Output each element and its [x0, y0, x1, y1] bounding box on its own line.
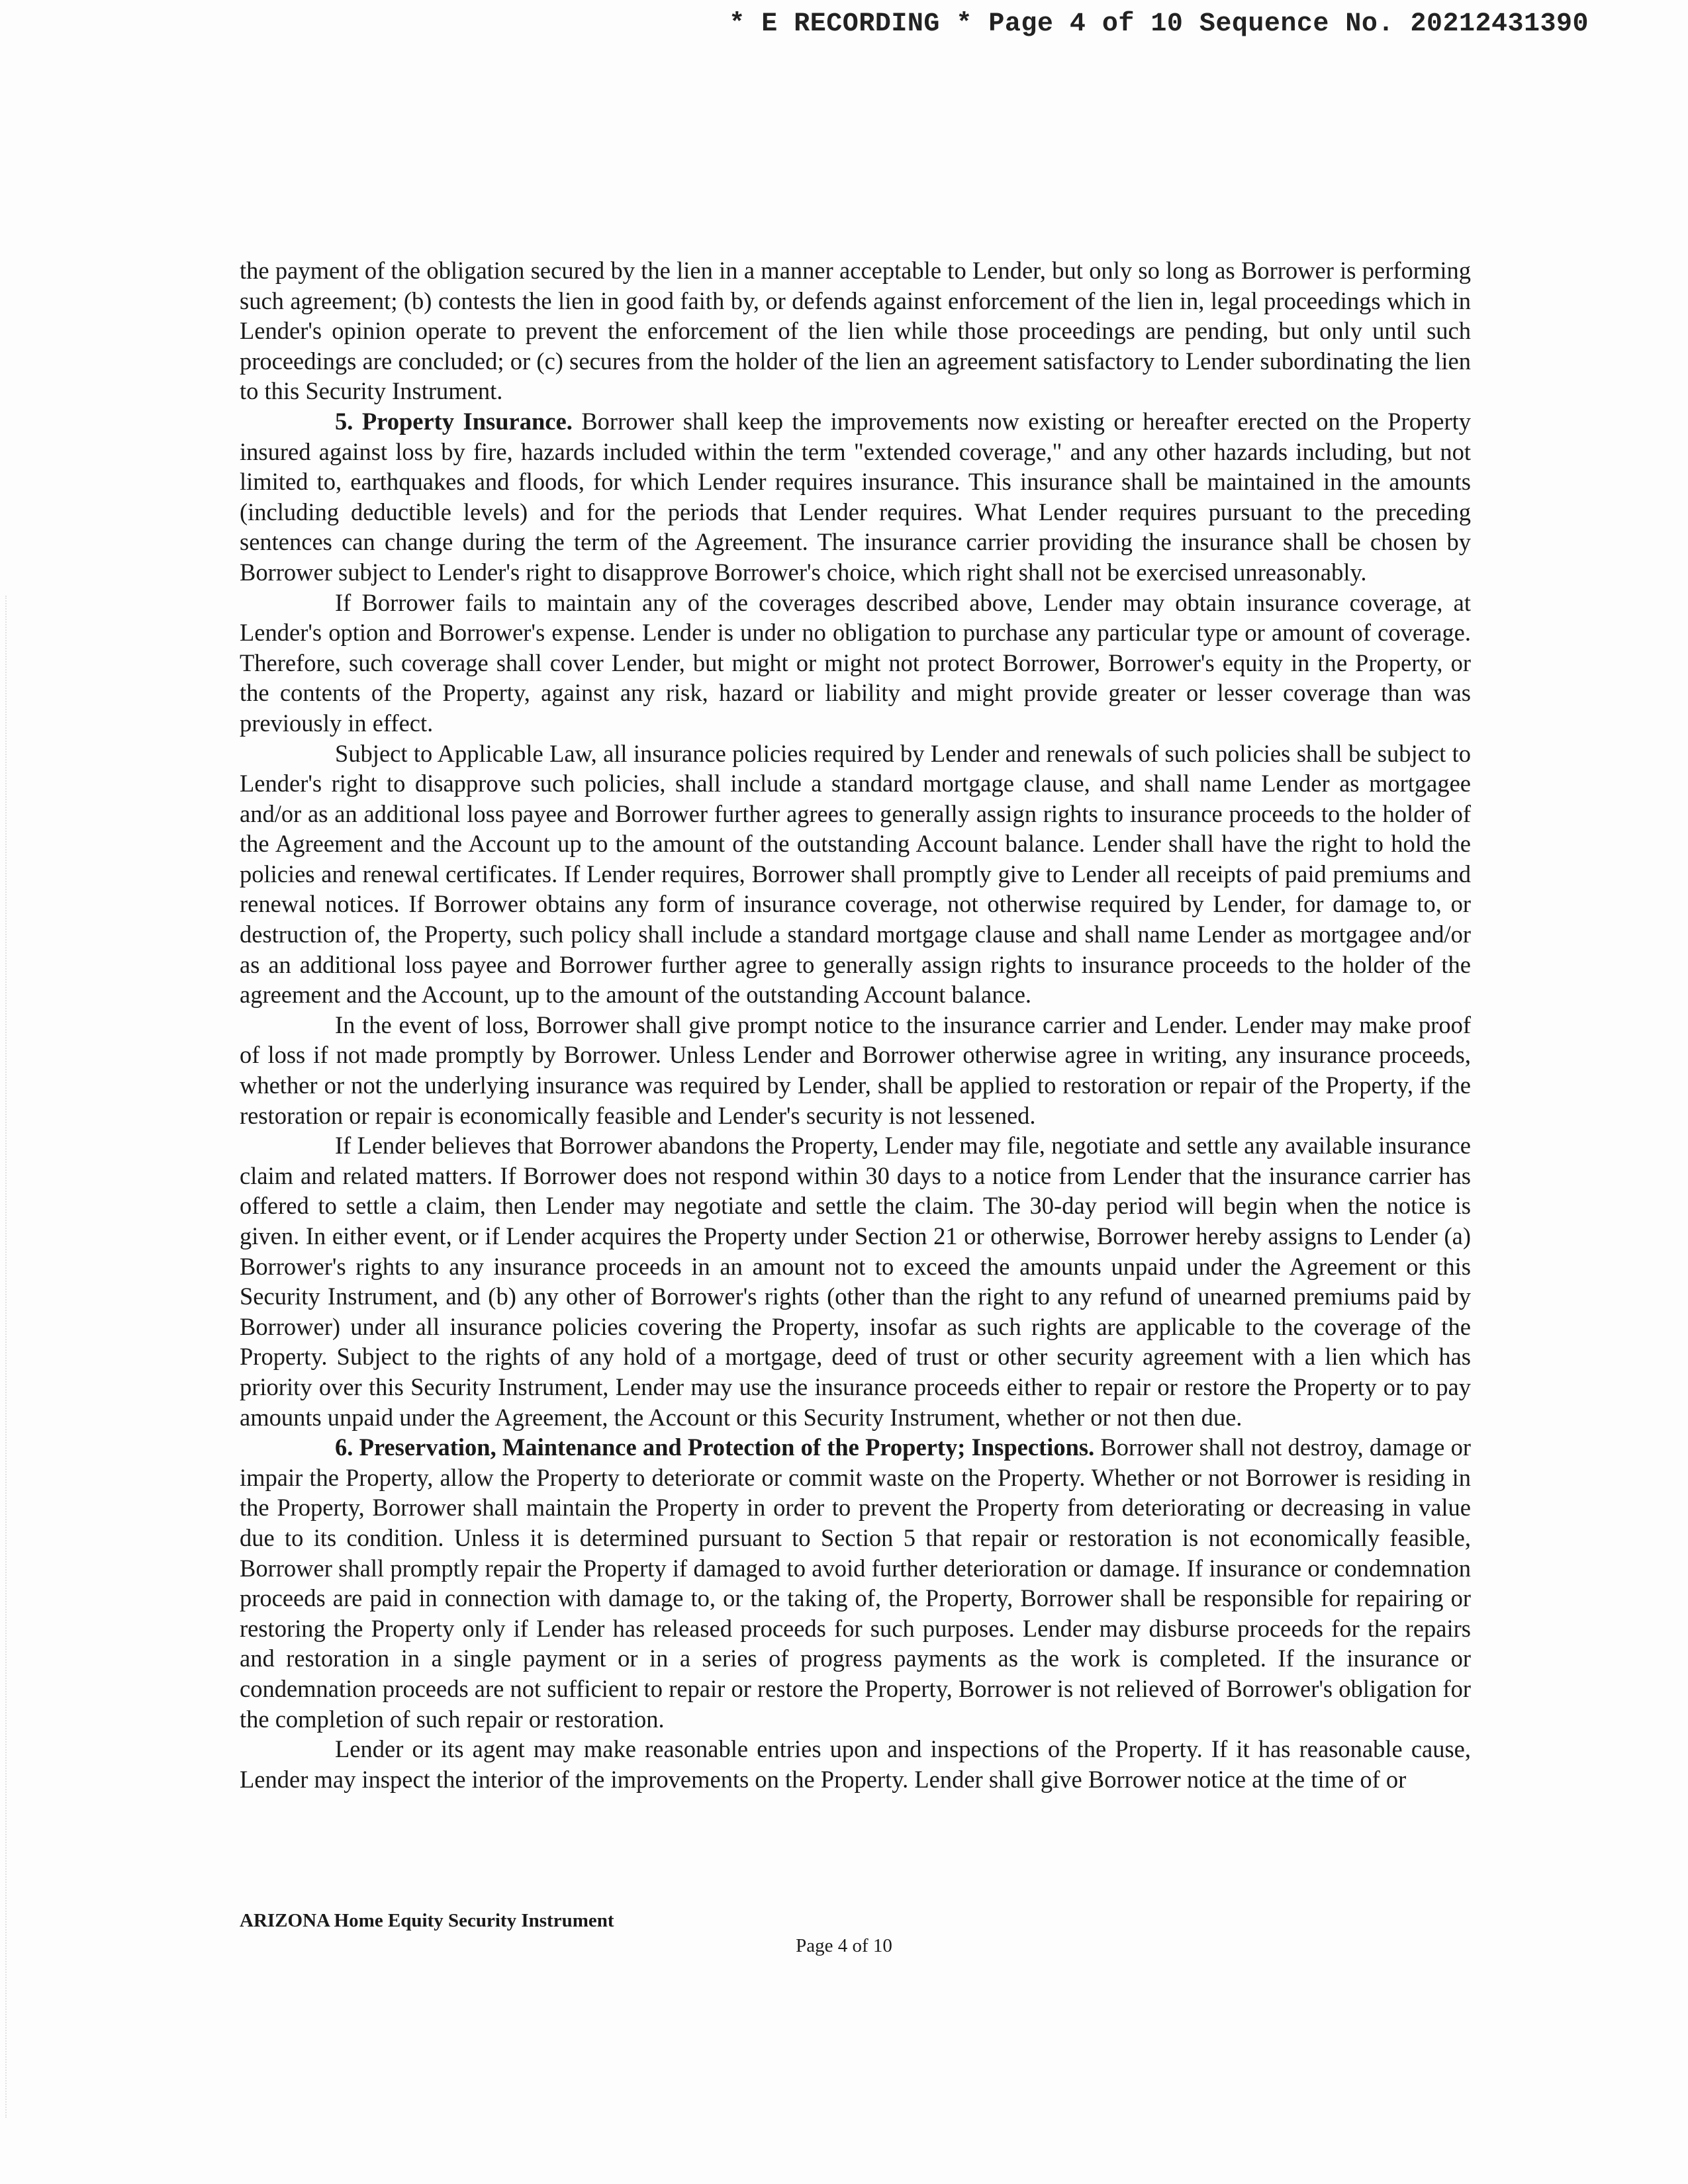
paragraph-3 [240, 588, 1471, 739]
section-6-heading: 6. Preservation, Maintenance and Protection of the Property; Inspections. [335, 1433, 1095, 1461]
paragraph-4-text: Subject to Applicable Law, all insurance policies required by Lender and renewals of such policies shall be subject to Lender's right to disapprove such policies, shall include a standard mortgage clause, and shall name Lender as mortgagee and/or as an additional loss payee and Borrower further agrees to generally assign rights to insurance proceeds to the holder of the Agreement and the Account up to the amount of the outstanding Account balance. Lender shall have the right to hold the policies and renewal certificates. If Lender requires, Borrower shall promptly give to Lender all receipts of paid premiums and renewal notices. If Borrower obtains any form of insurance coverage, not otherwise required by Lender, for damage to, or destruction of, the Property, such policy shall include a standard mortgage clause and shall name Lender as mortgagee and/or as an additional loss payee and Borrower further agree to generally assign rights to insurance proceeds to the holder of the agreement and the Account, up to the amount of the outstanding Account balance. [240, 739, 1471, 1009]
recording-stamp-header: * E RECORDING * Page 4 of 10 Sequence No. 20212431390 [729, 9, 1589, 39]
paragraph-6 [240, 1130, 1471, 1432]
paragraph-4 [240, 739, 1471, 1010]
paragraph-section-6-text: Borrower shall not destroy, damage or impair the Property, allow the Property to deteriorate or commit waste on the Property. Whether or not Borrower is residing in the Property, Borrower shall maintain the Property in order to prevent the Property from deteriorating or decreasing in value due to its condition. Unless it is determined pursuant to Section 5 that repair or restoration is not economically feasible, Borrower shall promptly repair the Property if damaged to avoid further deterioration or damage. If insurance or condemnation proceeds are paid in connection with damage to, or the taking of, the Property, Borrower shall be responsible for repairing or restoring the Property only if Lender has released proceeds for such purposes. Lender may disburse proceeds for the repairs and restoration in a single payment or in a series of progress payments as the work is completed. If the insurance or condemnation proceeds are not sufficient to repair or restore the Property, Borrower is not relieved of Borrower's obligation for the completion of such repair or restoration. [240, 1433, 1471, 1733]
scan-margin-artifact [5, 596, 11, 2118]
paragraph-5 [240, 1010, 1471, 1130]
paragraph-3-text: If Borrower fails to maintain any of the coverages described above, Lender may obtain insurance coverage, at Lender's option and Borrower's expense. Lender is under no obligation to purchase any particular type or amount of coverage. Therefore, such coverage shall cover Lender, but might or might not protect Borrower, Borrower's equity in the Property, or the contents of the Property, against any risk, hazard or liability and might provide greater or lesser coverage than was previously in effect. [240, 588, 1471, 737]
paragraph-6-text: If Lender believes that Borrower abandons the Property, Lender may file, negotiate and settle any available insurance claim and related matters. If Borrower does not respond within 30 days to a notice from Lender that the insurance carrier has offered to settle a claim, then Lender may negotiate and settle the claim. The 30-day period will begin when the notice is given. In either event, or if Lender acquires the Property under Section 21 or otherwise, Borrower hereby assigns to Lender (a) Borrower's rights to any insurance proceeds in an amount not to exceed the amounts unpaid under the Agreement or this Security Instrument, and (b) any other of Borrower's rights (other than the right to any refund of unearned premiums paid by Borrower) under all insurance policies covering the Property, insofar as such rights are applicable to the coverage of the Property. Subject to the rights of any hold of a mortgage, deed of trust or other security agreement with a lien which has priority over this Security Instrument, Lender may use the insurance proceeds either to repair or restore the Property or to pay amounts unpaid under the Agreement, the Account or this Security Instrument, whether or not then due. [240, 1132, 1471, 1431]
footer-page-number: Page 4 of 10 [796, 1935, 892, 1956]
paragraph-section-5-text: Borrower shall keep the improvements now existing or hereafter erected on the Property insured against loss by fire, hazards included within the term "extended coverage," and any other hazards including, but not limited to, earthquakes and floods, for which Lender requires insurance. This insurance shall be maintained in the amounts (including deductible levels) and for the periods that Lender requires. What Lender requires pursuant to the preceding sentences can change during the term of the Agreement. The insurance carrier providing the insurance shall be chosen by Borrower subject to Lender's right to disapprove Borrower's choice, which right shall not be exercised unreasonably. [240, 407, 1471, 586]
document-body [240, 255, 1471, 1794]
paragraph-section-6 [240, 1432, 1471, 1734]
section-5-heading: 5. Property Insurance. [335, 407, 573, 435]
paragraph-1 [240, 255, 1471, 406]
paragraph-8-text: Lender or its agent may make reasonable entries upon and inspections of the Property. If it has reasonable cause, Lender may inspect the interior of the improvements on the Property. Lender shall give Borrower notice at the time of or [240, 1735, 1471, 1793]
footer-form-title: ARIZONA Home Equity Security Instrument [240, 1910, 614, 1931]
paragraph-8 [240, 1734, 1471, 1794]
paragraph-1-text: the payment of the obligation secured by the lien in a manner acceptable to Lender, but only so long as Borrower is performing such agreement; (b) contests the lien in good faith by, or defends against enforcement of the lien in, legal proceedings which in Lender's opinion operate to prevent the enforcement of the lien while those proceedings are pending, but only until such proceedings are concluded; or (c) secures from the holder of the lien an agreement satisfactory to Lender subordinating the lien to this Security Instrument. [240, 257, 1471, 405]
paragraph-section-5 [240, 406, 1471, 588]
paragraph-5-text: In the event of loss, Borrower shall give prompt notice to the insurance carrier and Lender. Lender may make proof of loss if not made promptly by Borrower. Unless Lender and Borrower otherwise agree in writing, any insurance proceeds, whether or not the underlying insurance was required by Lender, shall be applied to restoration or repair of the Property, if the restoration or repair is economically feasible and Lender's security is not lessened. [240, 1011, 1471, 1129]
